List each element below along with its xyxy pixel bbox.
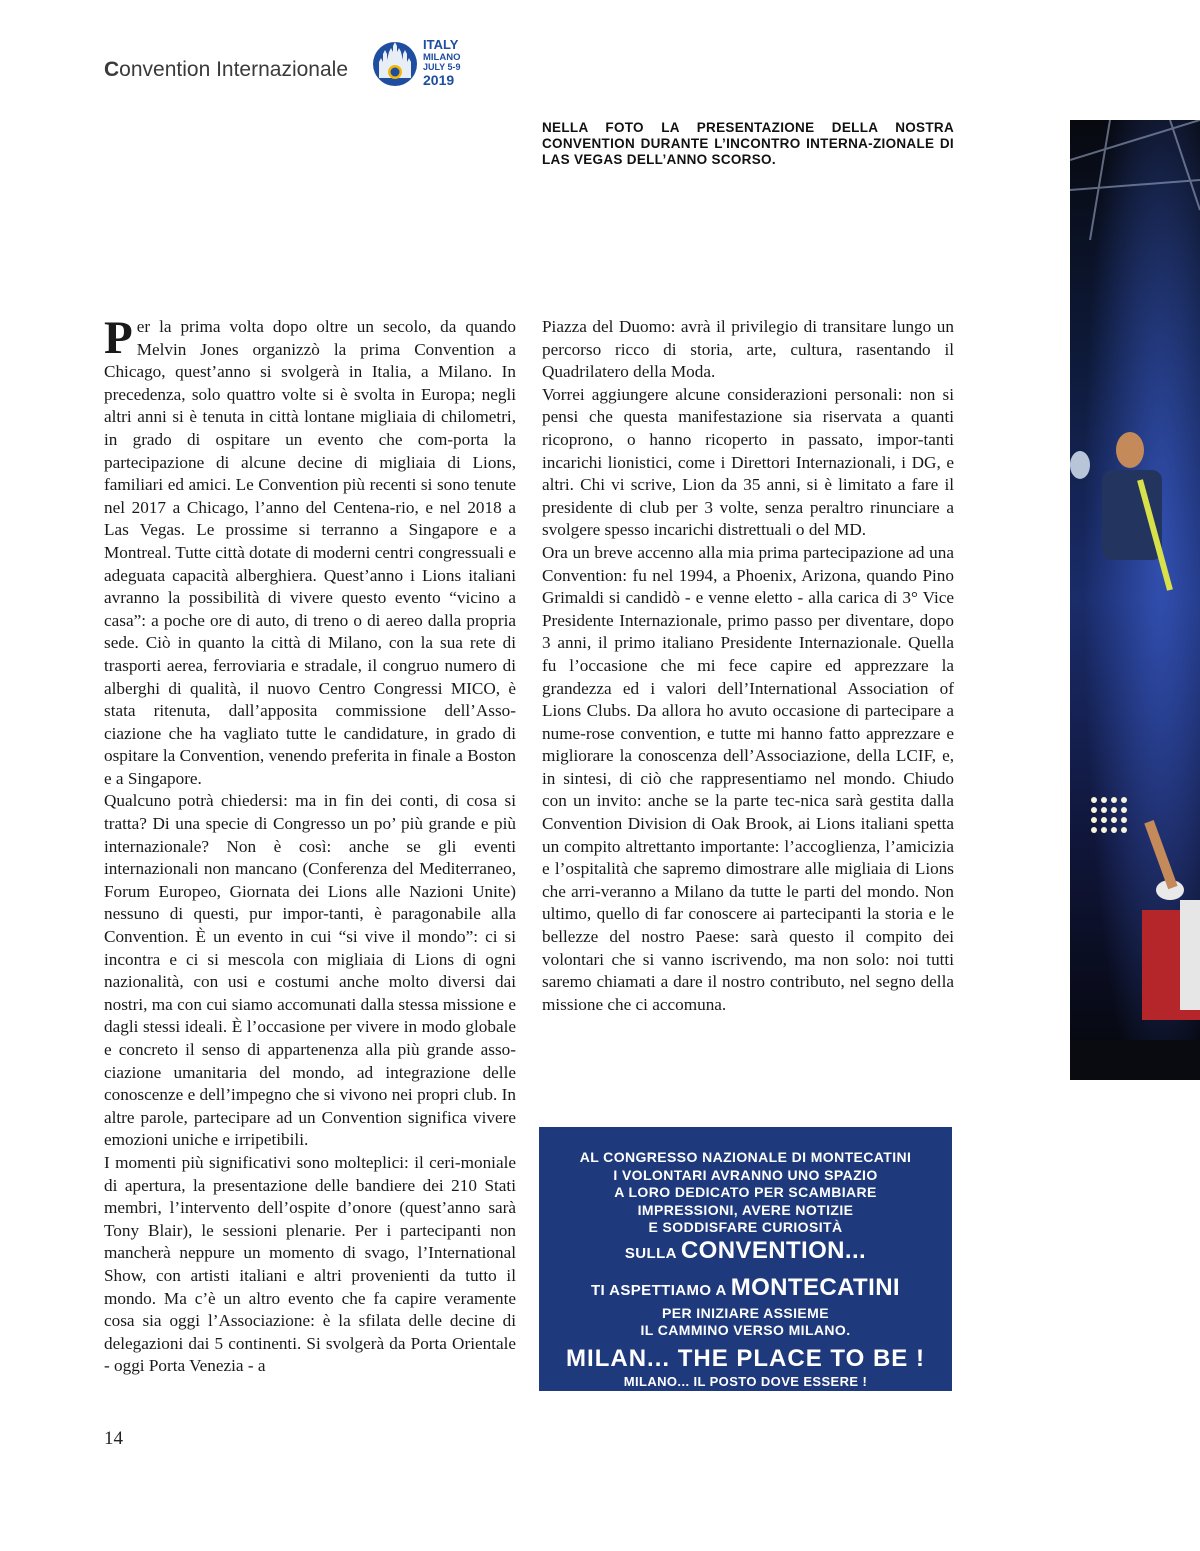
promo-montecatini-line [539,1274,952,1305]
duomo-logo-icon [369,38,423,88]
promo-line: A LORO DEDICATO PER SCAMBIARE [614,1184,877,1200]
section-title [104,58,348,82]
article-paragraph [104,312,516,790]
logo-text [423,38,461,87]
promo-line: IL CAMMINO VERSO MILANO. [640,1322,851,1338]
logo-milano: MILANO [423,52,461,63]
section-title-initial: C [104,58,120,81]
article-paragraph: I momenti più significativi sono molteplici: il ceri-moniale di apertura, la presentazione delle bandiere dei 210 Stati membri, l’intervento dell’ospite d’onore (quest’anno sarà Tony Blair), le sessioni plenarie. Per i partecipanti non mancherà neppure un momento di svago, l’International Show, con artisti italiani e altri provenienti da tutto il mondo. Ma c’è un altro evento che fa capire veramente cosa sia oggi l’Associazione: è la sfilata delle decine di delegazioni dai 5 continenti. Si svolgerà da Porta Orientale - oggi Porta Venezia - a [104,1152,516,1376]
promo-line: IMPRESSIONI, AVERE NOTIZIE [637,1201,854,1218]
promo-box [539,1127,952,1391]
promo-line: E SODDISFARE CURIOSITÀ [648,1219,843,1235]
promo-montecatini: MONTECATINI [730,1273,900,1301]
logo-year: 2019 [423,71,455,88]
promo-line: AL CONGRESSO NAZIONALE DI MONTECATINI [579,1149,912,1165]
article-paragraph: Piazza del Duomo: avrà il privilegio di transitare lungo un percorso ricco di storia, arte, cultura, rasentando il Quadrilatero della Moda. [542,317,954,382]
photo-caption: NELLA FOTO LA PRESENTAZIONE DELLA NOSTRA CONVENTION DURANTE L’INCONTRO INTERNA-ZIONALE DI LAS VEGAS DELL’ANNO SCORSO. [542,120,954,167]
promo-convention: CONVENTION... [680,1236,867,1264]
article-paragraph: Qualcuno potrà chiedersi: ma in fin dei conti, di cosa si tratta? Di una specie di Congresso un po’ più grande e più internazionale? Non è così: anche se gli eventi internazionali non mancano (Conferenza del Mediterraneo, Forum Europeo, Giornata dei Lions alle Nazioni Unite) nessuno di questi, pur impor-tanti, è paragonabile alla Convention. È un evento in cui “si vive il mondo”: ci si incontra e ci si mescola con migliaia di Lions di ogni nazionalità, con usi e costumi anche molto diversi dai nostri, ma con cui siamo accomunati dalla stessa missione e dagli stessi ideali. È l’occasione per vivere in modo globale e concreto il senso di appartenenza alla più grande asso-ciazione umanitaria del mondo, ad integrazione delle conoscenze e dell’impegno che si vivono nei propri club. In altre parole, partecipare ad un Convention significa vivere emozioni uniche e irripetibili. [104,791,516,1150]
section-title-rest: onvention Internazionale [119,58,349,81]
page-number: 14 [104,1428,123,1449]
article-paragraph: Ora un breve accenno alla mia prima partecipazione ad una Convention: fu nel 1994, a Phoenix, Arizona, quando Pino Grimaldi si candidò - e venne eletto - alla carica di 3° Vice Presidente Internazionale, primo passo per diventare, dopo 3 anni, il primo italiano Presidente Internazionale. Quella fu l’occasione che mi fece capire ed apprezzare la grandezza ed i valori dell’International Association of Lions Clubs. Da allora ho avuto occasione di partecipare a nume-rose convention, e tutte mi hanno fatto apprezzare e migliorare la conoscenza dell’Associazione, della LCIF, e, in sintesi, di ciò che rappresentiamo nel mondo. Chiudo con un invito: anche se la parte tec-nica sarà gestita dalla Convention Division di Oak Brook, ai Lions italiani spetta un compito altrettanto importante: l’accoglienza, l’amicizia e l’ospitalità che sapremo dimostrare alle migliaia di Lions che arri-veranno a Milano da tutte le parti del mondo. Non ultimo, quello di far conoscere ai partecipanti la storia e le bellezze del nostro Paese: sarà questo il compito dei volontari che si vanno iscrivendo, ma non solo: noi tutti saremo chiamati a dare il nostro contributo, nel segno della missione che ci accomuna. [542,542,954,1014]
promo-slogan-italian: MILANO... IL POSTO DOVE ESSERE ! [623,1373,868,1389]
promo-slogan: MILAN... THE PLACE TO BE ! [566,1344,925,1372]
stage-photo [1070,120,1200,1080]
promo-line: I VOLONTARI AVRANNO UNO SPAZIO [613,1166,878,1183]
dropcap: P [104,312,133,364]
stage-photo-image [1070,120,1200,1080]
promo-ti-aspettiamo: TI ASPETTIAMO A [590,1281,731,1299]
promo-convention-line [539,1237,952,1268]
logo-dates: JULY 5-9 [423,61,461,72]
lions-convention-logo [369,38,481,88]
promo-sulla: SULLA [624,1244,681,1262]
article-paragraph: Vorrei aggiungere alcune considerazioni personali: non si pensi che questa manifestazione sia riservata a quanti ricoprono, o hanno ricoperto in passato, impor-tanti incarichi lionistici, come i Direttori Internazionali, i DG, e altri. Chi vi scrive, Lion da 35 anni, si è limitato a fare il presidente di club per 3 volte, senza peraltro rinunciare a svolgere spesso incarichi distrettuali o del MD. [542,384,954,540]
paragraph-text: er la prima volta dopo oltre un secolo, da quando Melvin Jones organizzò la prima Convention a Chicago, quest’anno si svolgerà in Italia, a Milano. In precedenza, solo quattro volte si è svolta in Europa; negli altri anni si è tenuta in città lontane migliaia di chilometri, in grado di ospitare un evento che com-porta la partecipazione di alcune decine di migliaia di Lions, familiari ed amici. Le Convention più recenti si sono tenute nel 2017 a Chicago, l’anno del Centena-rio, e nel 2018 a Las Vegas. Le prossime si terranno a Singapore e a Montreal. Tutte città dotate di moderni centri congressuali e adeguata capacità alberghiera. Quest’anno i Lions italiani avranno la possibilità di vivere questo evento “vicino a casa”: a poche ore di auto, di treno o di aereo dalla propria sede. Ciò in quanto la città di Milano, con la sua rete di trasporti aerea, ferroviaria e stradale, il congruo numero di alberghi di qualità, il nuovo Centro Congressi MICO, è stata ritenuta, dall’apposita commissione dell’Asso-ciazione che ha vagliato tutte le candidature, in grado di ospitare la Convention, venendo preferita in finale a Boston e a Singapore. [104,317,516,788]
promo-line: PER INIZIARE ASSIEME [662,1304,829,1321]
article-column-left [104,312,516,1378]
article-column-right [542,316,954,1016]
logo-italy: ITALY [423,37,459,52]
